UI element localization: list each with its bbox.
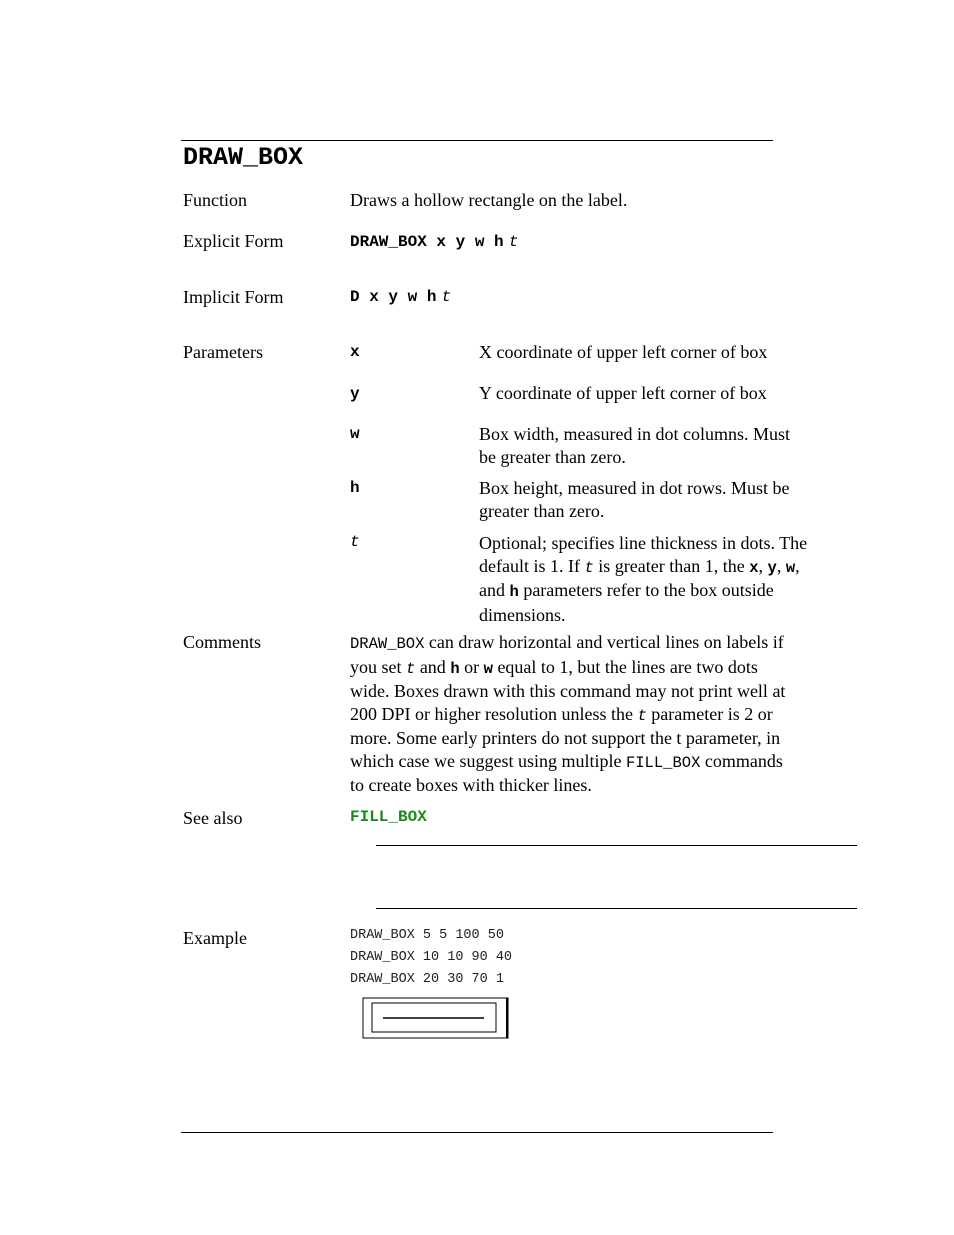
explicit-form-command: DRAW_BOX x y w h (350, 233, 504, 251)
example-code (350, 925, 512, 991)
explicit-form-label: Explicit Form (183, 231, 284, 251)
param-w-desc-line-2: be greater than zero. (479, 446, 626, 467)
comments-line-3: wide. Boxes drawn with this command may not print well at (350, 681, 786, 701)
param-t-desc-line-1: Optional; specifies line thickness in dots. The (479, 533, 808, 553)
top-rule (181, 140, 773, 141)
text-fragment: parameters refer to the box outside (523, 580, 774, 600)
text-fragment: or (464, 656, 480, 677)
inline-h: h (509, 583, 519, 601)
example-code-line: DRAW_BOX 5 5 100 50 (350, 928, 504, 943)
text-fragment: which case we suggest using multiple (350, 750, 622, 771)
text-fragment: can draw horizontal and vertical lines on labels if (428, 632, 784, 652)
text-fragment: you set (350, 656, 402, 677)
text-fragment: parameter is 2 or (651, 703, 773, 724)
inline-t: t (584, 558, 594, 577)
param-t-desc-line-2: default is 1. If t is greater than 1, the x, y, w, (479, 555, 800, 577)
see-also-rule-2 (376, 908, 857, 909)
explicit-form-syntax (350, 231, 860, 252)
comments-line-2 (350, 656, 860, 681)
param-y-name: y (350, 385, 360, 403)
inline-t: t (406, 659, 416, 678)
example-code-line: DRAW_BOX 20 30 70 1 (350, 972, 504, 987)
param-y-desc: Y coordinate of upper left corner of box (479, 383, 767, 403)
explicit-form-optional: t (508, 233, 519, 251)
implicit-form-optional: t (441, 288, 452, 306)
param-h-desc-line-2: greater than zero. (479, 500, 605, 521)
comments-line-4 (350, 703, 860, 728)
param-x-desc: X coordinate of upper left corner of box (479, 342, 768, 362)
param-w-desc (479, 423, 857, 468)
comments-label: Comments (183, 632, 262, 652)
example-output-image (362, 997, 512, 1041)
param-h-desc (479, 477, 857, 522)
comments-line-7: to create boxes with thicker lines. (350, 775, 592, 795)
implicit-form-syntax (350, 286, 860, 307)
parameters-label: Parameters (183, 342, 263, 362)
comments-text (350, 631, 860, 797)
inline-w: w (483, 659, 493, 678)
param-t-desc-line-4: dimensions. (479, 604, 566, 625)
bottom-rule (181, 1132, 773, 1133)
inline-command: FILL_BOX (625, 753, 701, 772)
inline-y: y (767, 558, 777, 577)
text-fragment: and (419, 656, 446, 677)
text-fragment: 200 DPI or higher resolution unless the (350, 703, 633, 724)
text-fragment: commands (704, 750, 783, 771)
param-t-desc-line-3 (479, 579, 857, 604)
see-also-rule-1 (376, 845, 857, 846)
inline-t: t (637, 706, 647, 725)
inline-h: h (450, 659, 460, 678)
see-also-label: See also (183, 808, 243, 828)
text-fragment: and (479, 580, 505, 600)
fill-box-link[interactable]: FILL_BOX (350, 808, 427, 826)
implicit-form-command: D x y w h (350, 288, 437, 306)
inline-w: w (785, 558, 796, 577)
text-fragment: is greater than 1, the (598, 555, 745, 576)
comments-line-1 (350, 631, 860, 656)
comments-line-5: more. Some early printers do not support the t parameter, in (350, 728, 781, 748)
example-label: Example (183, 928, 247, 948)
function-label: Function (183, 190, 248, 210)
param-w-name: w (350, 425, 360, 443)
param-h-name: h (350, 479, 360, 497)
inline-x: x (749, 558, 759, 577)
text-fragment: default is 1. If (479, 555, 580, 576)
param-w-desc-line-1: Box width, measured in dot columns. Must (479, 424, 790, 444)
param-t-name: t (350, 533, 360, 551)
example-code-line: DRAW_BOX 10 10 90 40 (350, 950, 513, 965)
page-title: DRAW_BOX (183, 143, 304, 172)
param-x-name: x (350, 343, 360, 361)
param-t-desc (479, 532, 857, 626)
inline-command: DRAW_BOX (350, 635, 425, 653)
param-h-desc-line-1: Box height, measured in dot rows. Must be (479, 478, 790, 498)
function-text: Draws a hollow rectangle on the label. (350, 190, 628, 210)
comments-line-6 (350, 750, 860, 775)
implicit-form-label: Implicit Form (183, 287, 284, 307)
text-fragment: equal to 1, but the lines are two dots (497, 656, 758, 677)
